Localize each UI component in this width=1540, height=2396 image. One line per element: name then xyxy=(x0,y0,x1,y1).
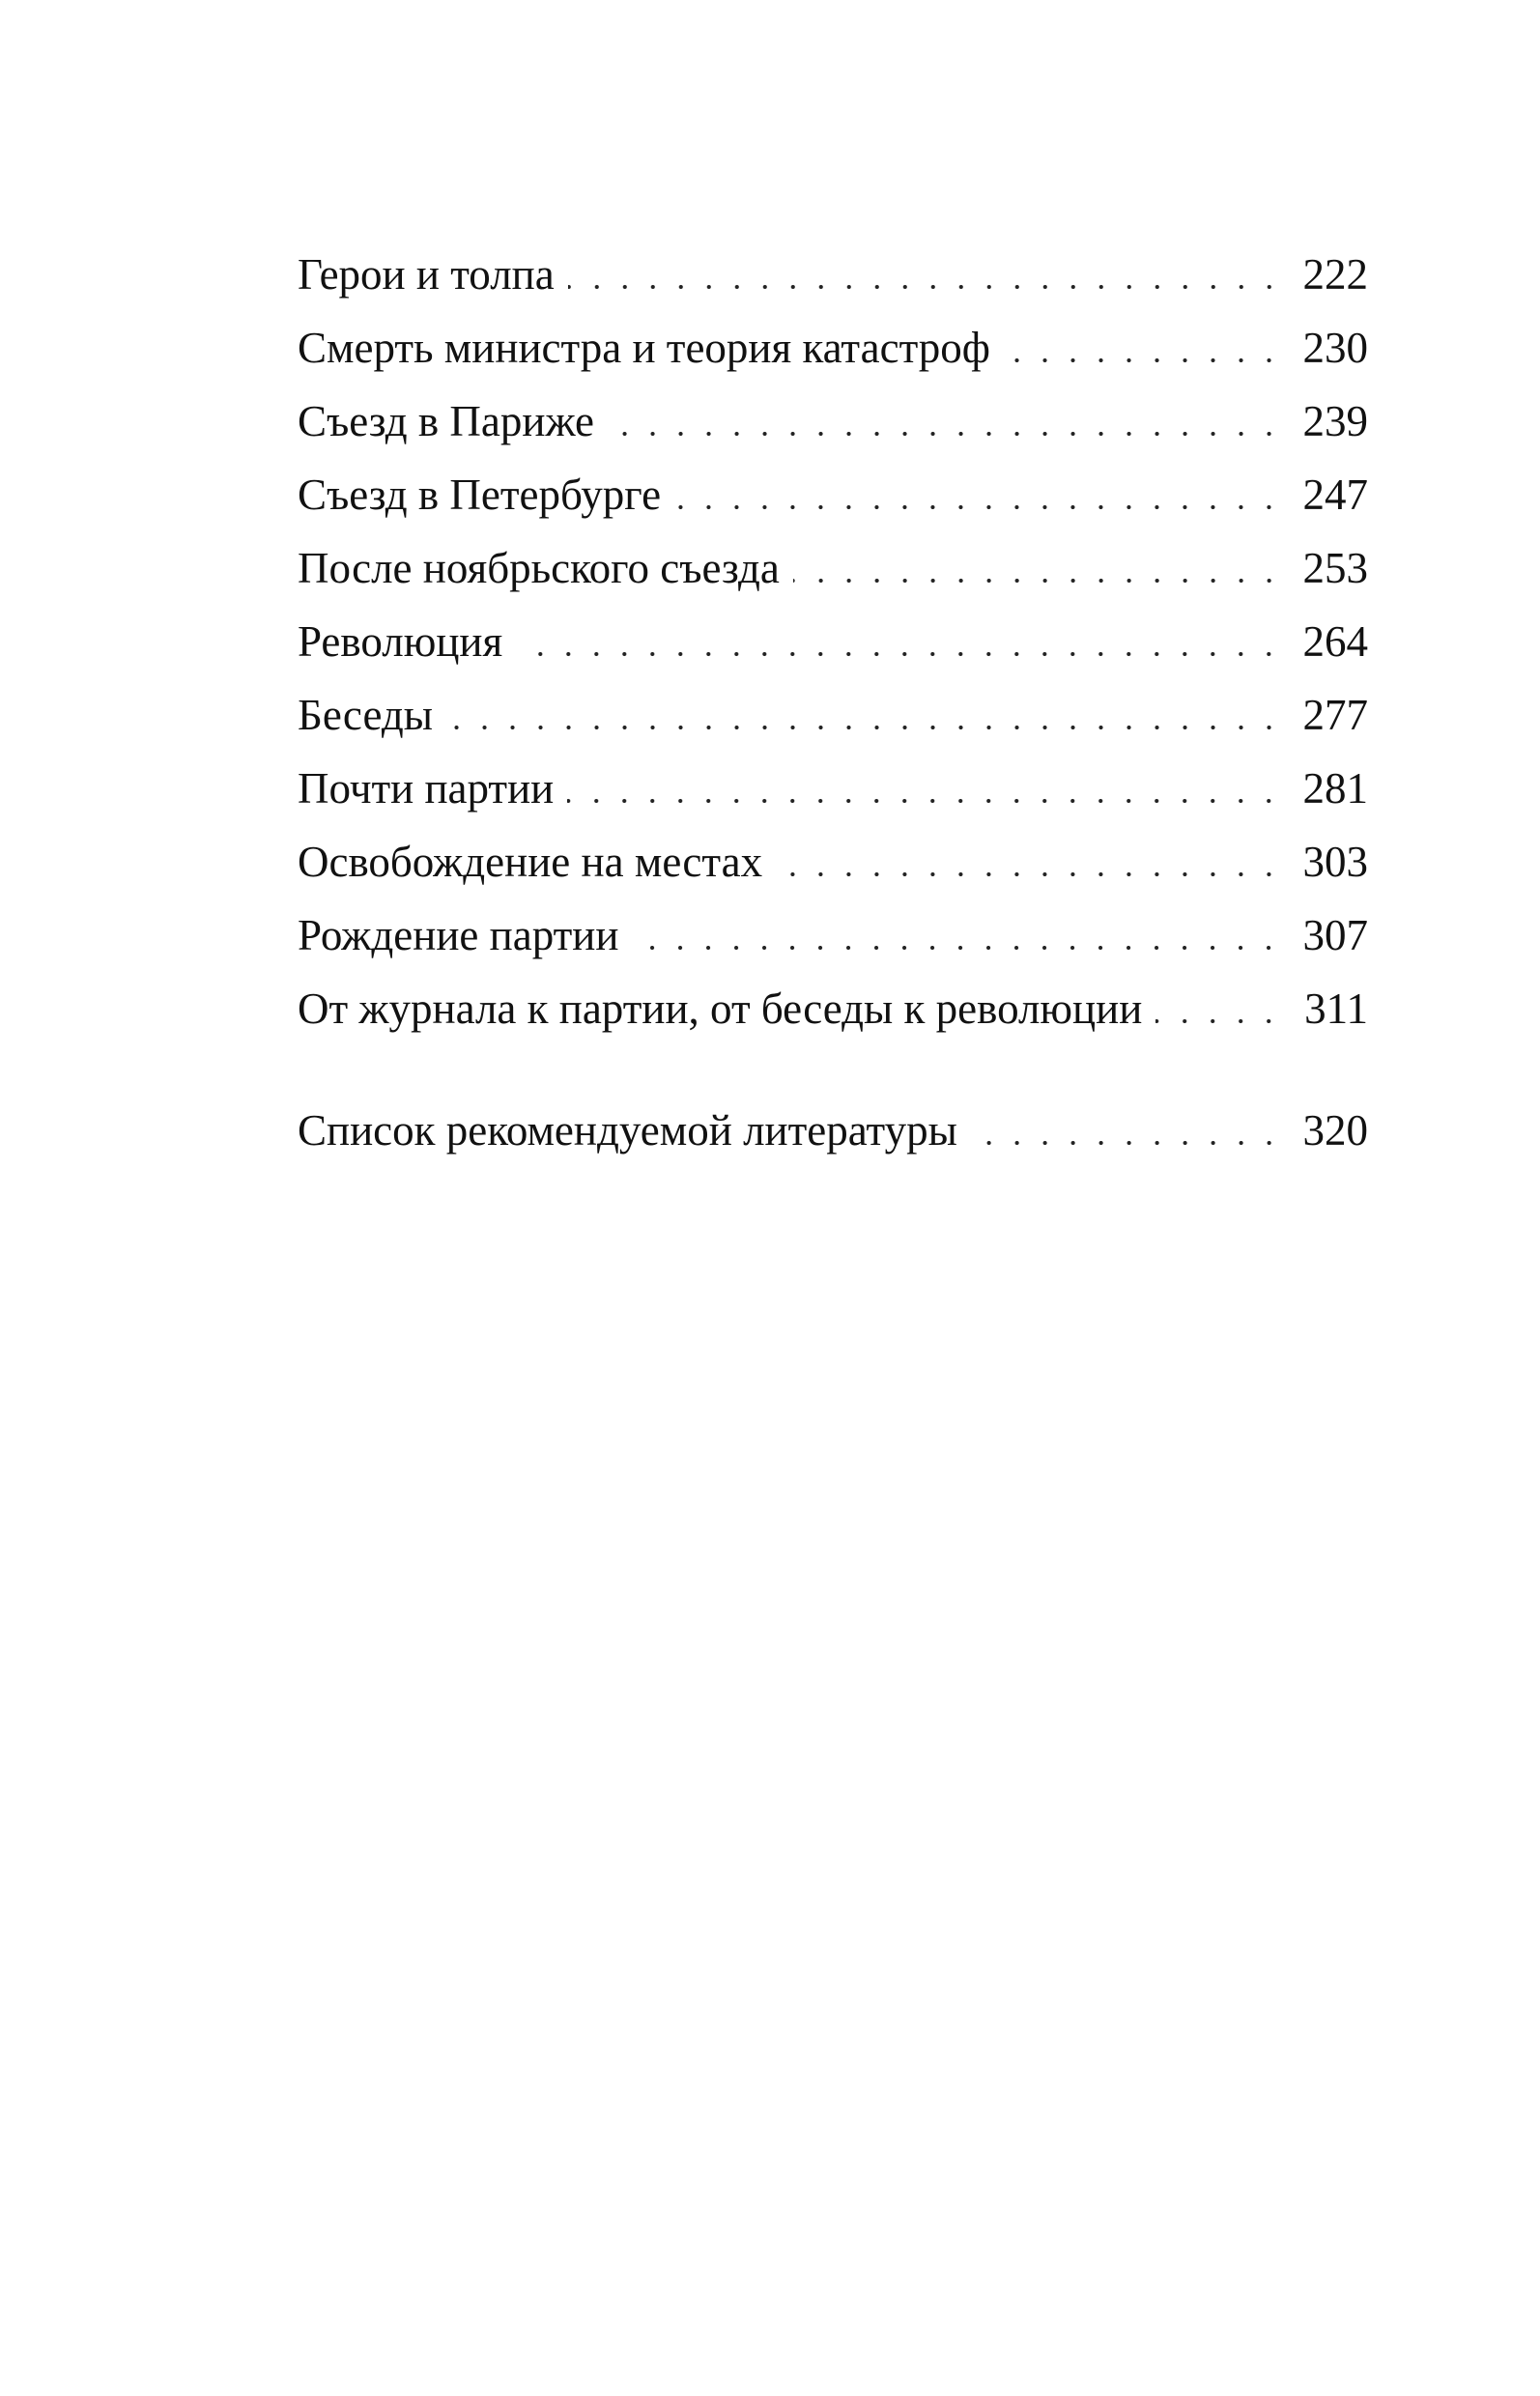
dot-leader xyxy=(776,871,1283,877)
toc-entry-title: Список рекомендуемой литературы xyxy=(298,1106,957,1155)
toc-entry xyxy=(298,458,1368,531)
toc-entry-title: Герои и толпа xyxy=(298,250,555,299)
table-of-contents xyxy=(298,238,1368,1167)
toc-entry-title: Рождение партии xyxy=(298,911,619,959)
toc-entry-title: От журнала к партии, от беседы к революции xyxy=(298,984,1143,1033)
toc-entry-title: Съезд в Париже xyxy=(298,397,594,445)
toc-entry xyxy=(298,752,1368,825)
toc-entry xyxy=(298,972,1368,1045)
dot-leader xyxy=(632,945,1283,951)
dot-leader xyxy=(516,651,1283,657)
toc-entry xyxy=(298,678,1368,752)
toc-entry-page: 281 xyxy=(1302,764,1368,813)
toc-entry xyxy=(298,385,1368,458)
dot-leader xyxy=(1155,1018,1283,1024)
toc-entry-title: Беседы xyxy=(298,691,433,739)
toc-entry-title: Съезд в Петербурге xyxy=(298,471,662,519)
toc-entry-page: 253 xyxy=(1302,544,1368,592)
toc-entry xyxy=(298,898,1368,972)
toc-entry-title: Революция xyxy=(298,617,503,666)
toc-entry-page: 230 xyxy=(1302,324,1368,372)
toc-entry-page: 311 xyxy=(1304,984,1368,1033)
dot-leader xyxy=(568,284,1283,290)
toc-entry-page: 264 xyxy=(1302,617,1368,666)
toc-entry xyxy=(298,238,1368,311)
dot-leader xyxy=(971,1140,1283,1146)
toc-entry-page: 320 xyxy=(1302,1106,1368,1155)
dot-leader xyxy=(567,798,1283,804)
toc-entry-page: 307 xyxy=(1302,911,1368,959)
toc-entry xyxy=(298,1094,1368,1167)
dot-leader xyxy=(793,578,1283,584)
dot-leader xyxy=(674,504,1283,510)
toc-entry-page: 303 xyxy=(1302,838,1368,886)
toc-entry-page: 277 xyxy=(1302,691,1368,739)
dot-leader xyxy=(608,431,1283,437)
toc-entry xyxy=(298,605,1368,678)
toc-entry-title: Почти партии xyxy=(298,764,555,813)
dot-leader xyxy=(446,725,1283,730)
toc-entry-page: 247 xyxy=(1302,471,1368,519)
toc-entry-page: 239 xyxy=(1302,397,1368,445)
toc-entry xyxy=(298,311,1368,385)
toc-entry xyxy=(298,825,1368,898)
toc-entry xyxy=(298,531,1368,605)
toc-entry-title: Смерть министра и теория катастроф xyxy=(298,324,990,372)
toc-entry-title: Освобождение на местах xyxy=(298,838,763,886)
dot-leader xyxy=(1004,357,1283,363)
toc-entry-title: После ноябрьского съезда xyxy=(298,544,780,592)
toc-entry-page: 222 xyxy=(1302,250,1368,299)
